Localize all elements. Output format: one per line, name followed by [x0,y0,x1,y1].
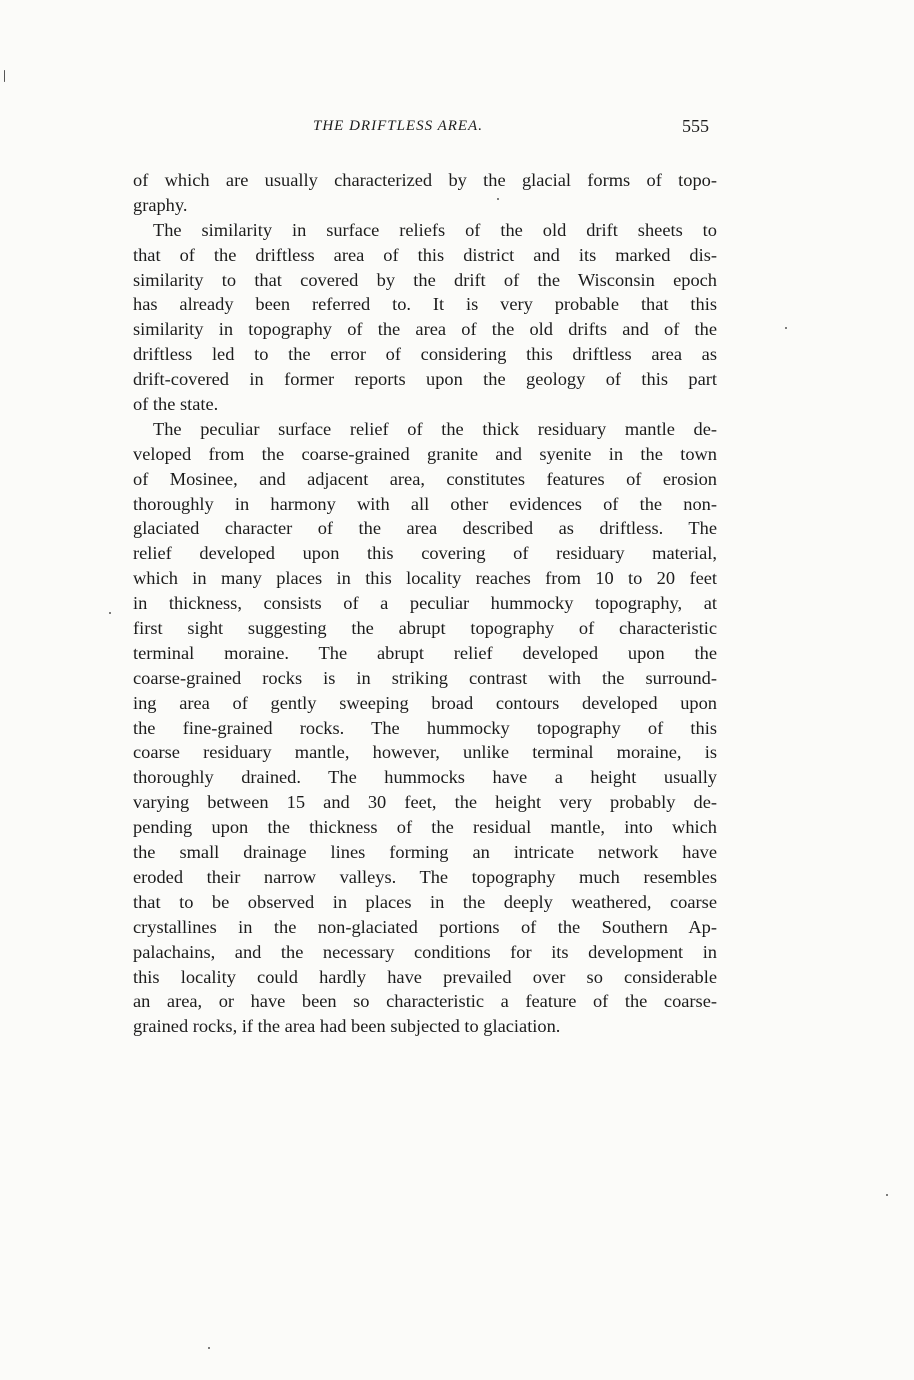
text-line: that to be observed in places in the deeply weathered, coarse [133,891,717,912]
text-line: varying between 15 and 30 feet, the height very probably de- [133,792,717,813]
text-line: The peculiar surface relief of the thick residuary mantle de- [153,418,717,439]
scan-speck [497,198,499,200]
text-line: driftless led to the error of considering this driftless area as [133,344,717,365]
text-line: coarse residuary mantle, however, unlike terminal moraine, is [133,742,717,763]
text-line: crystallines in the non-glaciated portions of the Southern Ap- [133,916,717,937]
text-line: an area, or have been so characteristic a feature of the coarse- [133,991,717,1012]
text-line: relief developed upon this covering of residuary material, [133,543,717,564]
text-line: terminal moraine. The abrupt relief developed upon the [133,642,717,663]
text-line: ing area of gently sweeping broad contours developed upon [133,692,717,713]
text-line: similarity in topography of the area of the old drifts and of the [133,319,717,340]
scan-speck [109,612,111,614]
scan-speck [208,1347,210,1349]
text-line: in thickness, consists of a peculiar hummocky topography, at [133,593,717,614]
text-line: graphy. [133,194,188,215]
scan-speck [886,1194,888,1196]
text-line: veloped from the coarse-grained granite and syenite in the town [133,443,717,464]
text-line: drift-covered in former reports upon the geology of this part [133,369,717,390]
text-line: pending upon the thickness of the residual mantle, into which [133,817,717,838]
text-line: of the state. [133,394,219,415]
scan-speck [4,70,5,82]
text-line: thoroughly in harmony with all other evidences of the non- [133,493,717,514]
text-line: coarse-grained rocks is in striking contrast with the surround- [133,667,717,688]
page-number: 555 [682,116,709,136]
text-line: thoroughly drained. The hummocks have a height usually [133,767,717,788]
text-line: has already been referred to. It is very probable that this [133,294,717,315]
text-line: The similarity in surface reliefs of the old drift sheets to [153,219,717,240]
text-line: of which are usually characterized by the glacial forms of topo- [133,170,717,190]
text-line: the small drainage lines forming an intricate network have [133,842,717,863]
body-text [133,168,717,1039]
text-line: grained rocks, if the area had been subjected to glaciation. [133,1016,561,1037]
running-head [133,118,713,142]
text-line: palachains, and the necessary conditions for its development in [133,941,717,962]
text-line: similarity to that covered by the drift of the Wisconsin epoch [133,269,717,290]
running-title: THE DRIFTLESS AREA. [313,118,483,134]
scan-speck [785,327,787,329]
text-line: the fine-grained rocks. The hummocky topography of this [133,717,717,738]
text-line: which in many places in this locality reaches from 10 to 20 feet [133,568,717,589]
text-line: of Mosinee, and adjacent area, constitutes features of erosion [133,468,717,489]
text-line: eroded their narrow valleys. The topography much resembles [133,866,717,887]
text-line: first sight suggesting the abrupt topography of characteristic [133,618,717,639]
text-line: glaciated character of the area described as driftless. The [133,518,717,539]
text-line: this locality could hardly have prevailed over so considerable [133,966,717,987]
text-line: that of the driftless area of this district and its marked dis- [133,244,717,265]
